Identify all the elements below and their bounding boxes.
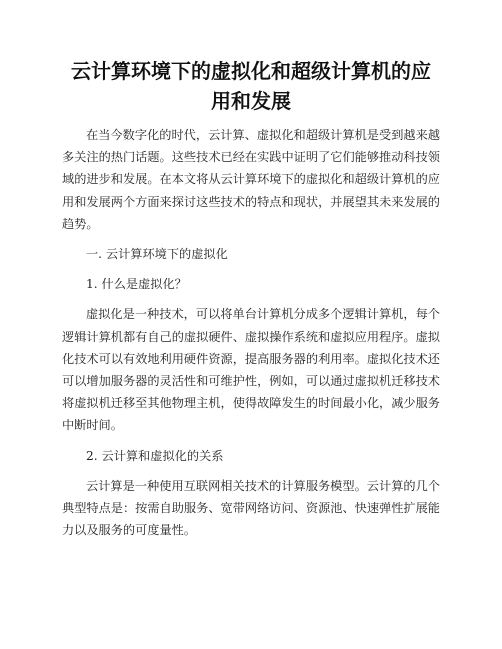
section-heading: 一. 云计算环境下的虚拟化 — [86, 247, 228, 262]
document-body — [62, 56, 440, 549]
virtualization-definition-paragraph: 虚拟化是一种技术，可以将单台计算机分成多个逻辑计算机，每个逻辑计算机都有自己的虚拟硬件、虚拟操作系统和虚拟应用程序。虚拟化技术可以有效地利用硬件资源，提高服务器的利用率。虚拟化技术还可以增加服务器的灵活性和可维护性，例如，可以通过虚拟机迁移技术将虚拟机迁移至其他物理主机，使得故障发生的时间最小化，减少服务中断时间。 — [62, 307, 440, 433]
cloud-computing-paragraph: 云计算是一种使用互联网相关技术的计算服务模型。云计算的几个典型特点是：按需自助服务、宽带网络访问、资源池、快速弹性扩展能力以及服务的可度量性。 — [62, 478, 440, 538]
subsection-heading-cloud-and-virtualization: 2. 云计算和虚拟化的关系 — [86, 448, 224, 463]
intro-paragraph: 在当今数字化的时代，云计算、虚拟化和超级计算机是受到越来越多关注的热门话题。这些技术已经在实践中证明了它们能够推动科技领域的进步和发展。在本文将从云计算环境下的虚拟化和超级计算机的应用和发展两个方面来探讨这些技术的特点和现状，并展望其未来发展的趋势。 — [62, 128, 440, 231]
document-title: 云计算环境下的虚拟化和超级计算机的应用和发展 — [71, 59, 431, 113]
subsection-heading-what-is-virtualization: 1. 什么是虚拟化？ — [86, 277, 187, 292]
